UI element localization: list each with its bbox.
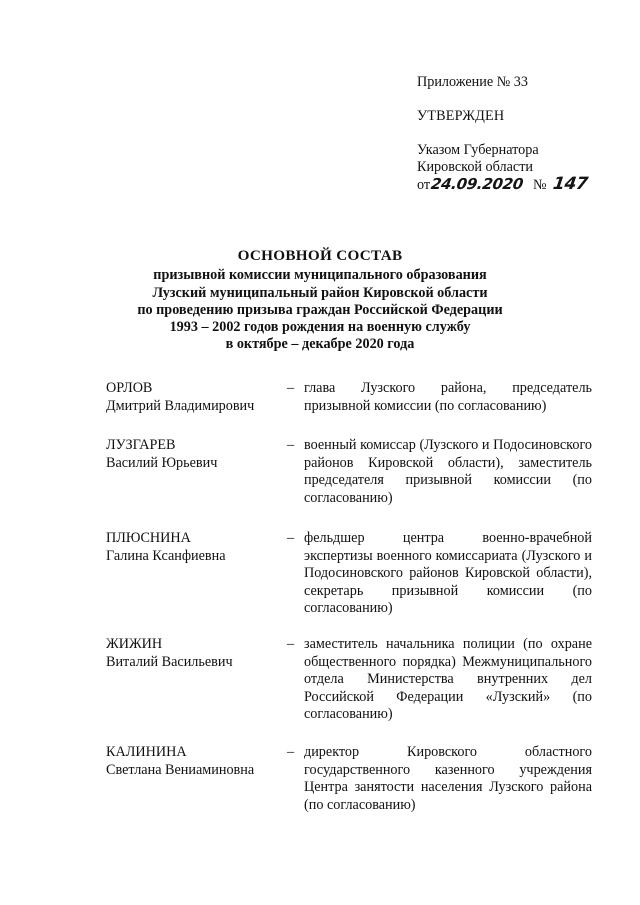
appendix-number: Приложение № 33 — [417, 74, 528, 90]
member-surname: ЖИЖИН — [106, 636, 163, 652]
decree-line-2: Кировской области — [417, 159, 533, 175]
title-line: Лузский муниципальный район Кировской области — [152, 284, 488, 301]
member-dash: – — [287, 636, 295, 652]
member-surname: ПЛЮСНИНА — [106, 530, 191, 546]
member-name — [106, 636, 284, 671]
member-first-names: Галина Ксанфиевна — [106, 547, 226, 564]
title-line: 1993 – 2002 годов рождения на военную службу — [169, 319, 471, 336]
member-dash: – — [287, 437, 295, 453]
date-prefix: от — [417, 177, 431, 193]
member-dash: – — [287, 380, 295, 396]
member-role: фельдшер центра военно-врачебной экспертизы военного комиссариата (Лузского и Подосиновского районов Кировской области), секретарь призывной комиссии (по согласованию) — [304, 530, 592, 617]
decree-line-1: Указом Губернатора — [417, 142, 539, 158]
member-name — [106, 744, 284, 779]
title-line: по проведению призыва граждан Российской Федерации — [137, 301, 503, 318]
member-dash: – — [287, 530, 295, 546]
number-prefix: № — [533, 177, 547, 193]
member-first-names: Василий Юрьевич — [106, 454, 218, 471]
member-role: глава Лузского района, председатель призывной комиссии (по согласованию) — [304, 380, 592, 414]
member-role: заместитель начальника полиции (по охране общественного порядка) Межмуниципального отдела Министерства внутренних дел Российской Федерации «Лузский» (по согласованию) — [304, 636, 592, 723]
approval-stamp-block — [417, 74, 617, 194]
member-role: военный комиссар (Лузского и Подосиновского районов Кировской области), заместитель председателя призывной комиссии (по согласованию) — [304, 437, 592, 506]
approved-label: УТВЕРЖДЕН — [417, 108, 505, 124]
main-title: ОСНОВНОЙ СОСТАВ — [237, 247, 403, 264]
member-role: директор Кировского областного государственного казенного учреждения Центра занятости населения Лузского района (по согласованию) — [304, 744, 592, 813]
member-name — [106, 437, 284, 472]
handwritten-date: 24.09.2020 — [429, 175, 525, 193]
member-surname: КАЛИНИНА — [106, 744, 187, 760]
title-line: призывной комиссии муниципального образования — [153, 267, 487, 284]
member-first-names: Виталий Васильевич — [106, 653, 233, 670]
decree-date-number-line — [417, 176, 617, 194]
member-first-names: Светлана Вениаминовна — [106, 761, 255, 778]
document-title-block — [60, 247, 580, 354]
member-name — [106, 530, 284, 565]
title-line: в октябре – декабре 2020 года — [225, 336, 415, 353]
handwritten-number: 147 — [551, 174, 589, 194]
member-first-names: Дмитрий Владимирович — [106, 397, 255, 414]
member-name — [106, 380, 284, 415]
member-dash: – — [287, 744, 295, 760]
member-surname: ОРЛОВ — [106, 380, 153, 396]
member-surname: ЛУЗГАРЕВ — [106, 437, 176, 453]
